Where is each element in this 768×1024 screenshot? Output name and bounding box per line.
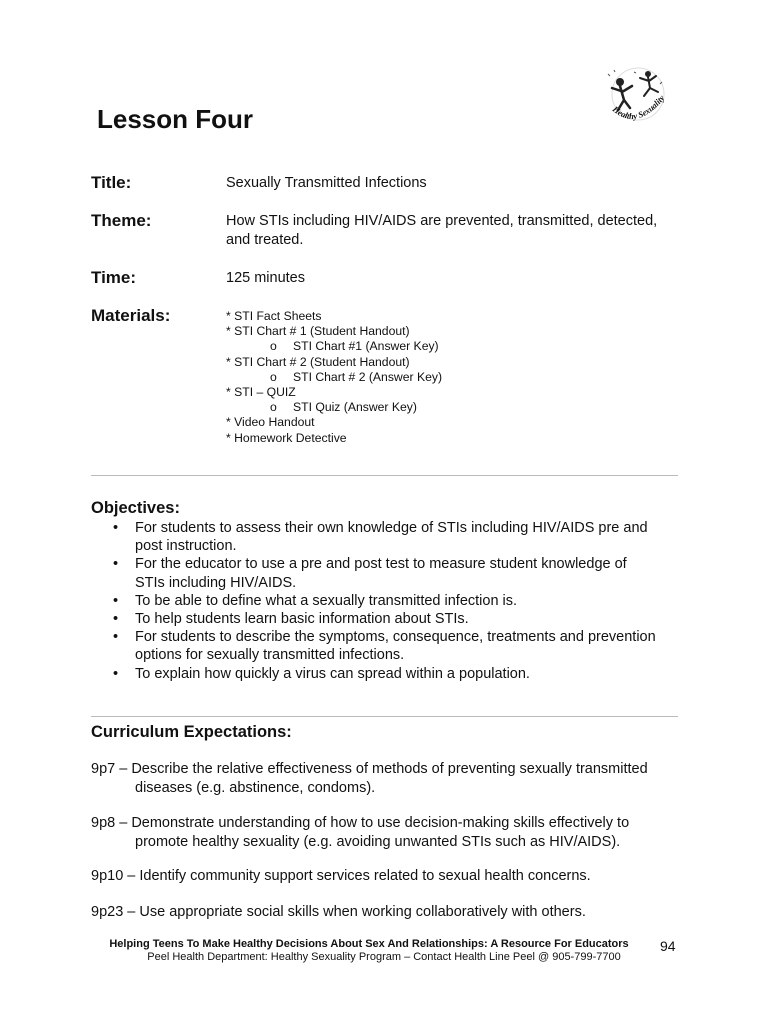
expectation-item: 9p7 – Describe the relative effectiveness of methods of preventing sexually transmitted diseases (e.g. abstinence, condoms). (91, 761, 648, 796)
materials-item: * Video Handout (226, 415, 315, 430)
theme-value (226, 212, 657, 250)
page-number: 94 (660, 938, 676, 954)
materials-subitem: o STI Chart # 2 (Answer Key) (270, 369, 443, 384)
bullet-icon: • (113, 665, 119, 682)
materials-list (226, 309, 442, 446)
materials-item: * STI Chart # 1 (Student Handout) (226, 324, 410, 339)
footer-contact: Peel Health Department: Healthy Sexuality Program – Contact Health Line Peel @ 905-799-7700 (147, 951, 621, 963)
sub-bullet-icon: o (270, 400, 277, 415)
bullet-icon: • (113, 592, 119, 609)
healthy-sexuality-logo (600, 64, 676, 128)
list-item: • For students to describe the symptoms, consequence, treatments and prevention options for sexually transmitted infections. (113, 629, 656, 664)
objectives-heading: Objectives: (91, 499, 180, 517)
logo-figure-icon (600, 64, 676, 128)
theme-value-line-2: and treated. (226, 232, 304, 248)
objectives-list (91, 519, 691, 683)
bullet-icon: • (113, 611, 119, 628)
list-item: • For students to assess their own knowledge of STIs including HIV/AIDS pre and post instruction. (113, 520, 648, 555)
list-item: • To explain how quickly a virus can spread within a population. (113, 665, 530, 682)
materials-item: * Homework Detective (226, 430, 347, 445)
logo-text: Healthy Sexuality (610, 92, 667, 122)
materials-label: Materials: (91, 306, 171, 325)
sub-bullet-icon: o (270, 339, 277, 354)
list-item: • To help students learn basic information about STIs. (113, 611, 469, 628)
list-item: • For the educator to use a pre and post test to measure student knowledge of STIs including HIV/AIDS. (113, 556, 627, 591)
divider (91, 716, 678, 717)
time-label: Time: (91, 268, 137, 287)
theme-value-line-1: How STIs including HIV/AIDS are prevented, transmitted, detected, (226, 213, 658, 229)
expectation-item: 9p23 – Use appropriate social skills when working collaboratively with others. (91, 904, 586, 920)
divider (91, 475, 678, 476)
materials-item: * STI Fact Sheets (226, 309, 322, 323)
time-value: 125 minutes (226, 270, 305, 286)
list-item: • To be able to define what a sexually transmitted infection is. (113, 592, 518, 609)
title-label: Title: (91, 173, 132, 192)
curriculum-heading: Curriculum Expectations: (91, 723, 292, 741)
bullet-icon: • (113, 629, 119, 646)
bullet-icon: • (113, 520, 119, 536)
footer-title: Helping Teens To Make Healthy Decisions About Sex And Relationships: A Resource For Educators (109, 938, 629, 950)
svg-text:Healthy Sexuality (610, 93, 666, 121)
materials-subitem: o STI Chart #1 (Answer Key) (270, 339, 439, 354)
materials-item: * STI Chart # 2 (Student Handout) (226, 354, 410, 369)
expectation-item: 9p10 – Identify community support services related to sexual health concerns. (91, 868, 591, 884)
materials-subitem: o STI Quiz (Answer Key) (270, 400, 417, 415)
bullet-icon: • (113, 556, 119, 573)
title-value: Sexually Transmitted Infections (226, 175, 427, 191)
theme-label: Theme: (91, 211, 152, 230)
materials-item: * STI – QUIZ (226, 385, 296, 400)
sub-bullet-icon: o (270, 369, 277, 384)
expectation-item: 9p8 – Demonstrate understanding of how to use decision-making skills effectively to promote healthy sexuality (e.g. avoiding unwanted STIs such as HIV/AIDS). (91, 815, 630, 850)
lesson-title: Lesson Four (97, 104, 254, 134)
